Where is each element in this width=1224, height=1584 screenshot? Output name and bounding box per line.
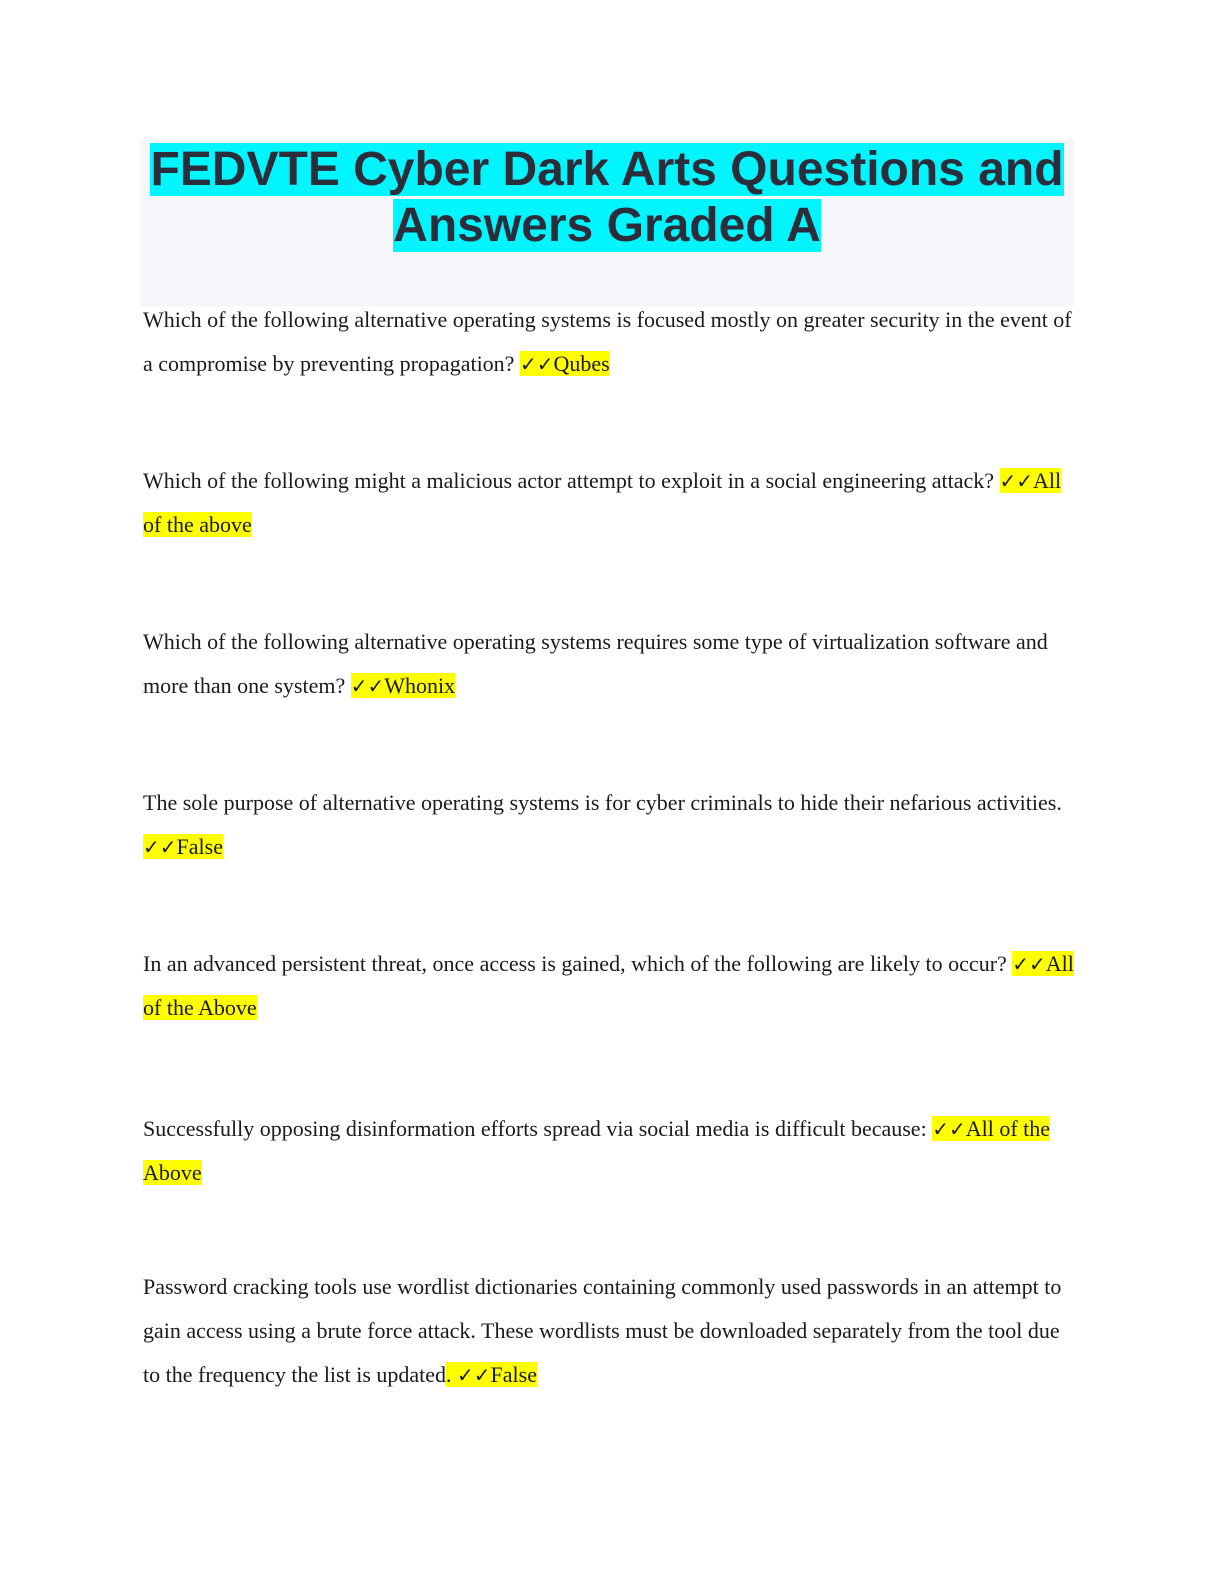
check-mark-icon: ✓✓ bbox=[932, 1117, 966, 1141]
answer-highlight bbox=[351, 673, 455, 698]
question-text: Successfully opposing disinformation efforts spread via social media is difficult because: bbox=[143, 1116, 927, 1141]
title-banner bbox=[140, 140, 1074, 306]
question-text: In an advanced persistent threat, once access is gained, which of the following are likely to occur? bbox=[143, 951, 1007, 976]
check-mark-icon: ✓✓ bbox=[1012, 952, 1046, 976]
answer-highlight bbox=[143, 834, 223, 859]
answer-prefix: . bbox=[446, 1362, 458, 1387]
qa-item-2 bbox=[143, 459, 1078, 547]
check-mark-icon: ✓✓ bbox=[999, 469, 1034, 493]
answer-text: False bbox=[490, 1362, 537, 1387]
question-text: Which of the following might a malicious actor attempt to exploit in a social engineering attack? bbox=[143, 468, 995, 493]
check-mark-icon: ✓✓ bbox=[143, 835, 177, 859]
check-mark-icon: ✓✓ bbox=[350, 674, 385, 698]
check-mark-icon: ✓✓ bbox=[519, 352, 554, 376]
qa-item-3 bbox=[143, 620, 1078, 708]
answer-text: All of the Above bbox=[143, 951, 1074, 1020]
answer-text: All of the Above bbox=[143, 1116, 1051, 1185]
question-text: The sole purpose of alternative operating systems is for cyber criminals to hide their nefarious activities. bbox=[143, 790, 1062, 815]
answer-text: False bbox=[176, 834, 223, 859]
question-text: Which of the following alternative operating systems is focused mostly on greater security in the event of a compromise by preventing propagation? bbox=[143, 307, 1072, 376]
answer-highlight bbox=[446, 1362, 537, 1387]
answer-text: All of the above bbox=[143, 468, 1062, 537]
answer-text: Whonix bbox=[384, 673, 456, 698]
check-mark-icon: ✓✓ bbox=[457, 1363, 491, 1387]
qa-item-1 bbox=[143, 298, 1078, 386]
qa-item-5 bbox=[143, 942, 1078, 1030]
qa-item-4 bbox=[143, 781, 1078, 869]
question-text: Password cracking tools use wordlist dictionaries containing commonly used passwords in an attempt to gain access using a brute force attack. These wordlists must be downloaded separately from the tool due to the frequency the list is updated bbox=[143, 1274, 1062, 1387]
page-title bbox=[140, 140, 1074, 254]
question-text: Which of the following alternative operating systems requires some type of virtualization software and more than one system? bbox=[143, 629, 1048, 698]
page-title-text: FEDVTE Cyber Dark Arts Questions and Answers Graded A bbox=[150, 143, 1064, 252]
qa-item-6 bbox=[143, 1107, 1078, 1195]
answer-highlight bbox=[520, 351, 610, 376]
qa-item-7 bbox=[143, 1265, 1078, 1397]
answer-text: Qubes bbox=[553, 351, 610, 376]
